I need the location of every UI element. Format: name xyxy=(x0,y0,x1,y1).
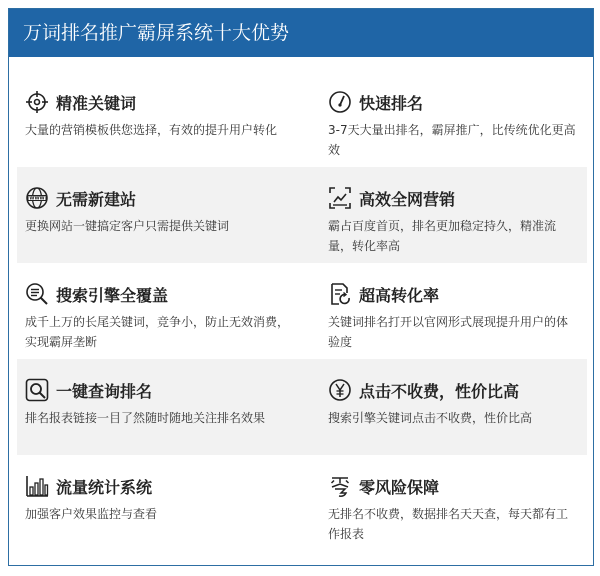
feature-title: 流量统计系统 xyxy=(56,477,153,497)
feature-title: 点击不收费，性价比高 xyxy=(359,381,520,401)
feature-item xyxy=(17,455,302,551)
svg-text:WWW: WWW xyxy=(29,196,45,202)
feature-row xyxy=(17,455,587,551)
yen-circle-icon xyxy=(328,378,352,402)
panel-header xyxy=(9,9,593,57)
feature-item xyxy=(302,359,587,455)
feature-item xyxy=(17,263,302,359)
feature-desc: 排名报表链接一目了然随时随地关注排名效果 xyxy=(25,411,266,425)
feature-desc: 霸占百度首页，排名更加稳定持久，精准流量，转化率高 xyxy=(328,219,557,253)
feature-row xyxy=(17,359,587,455)
search-list-icon xyxy=(25,282,49,306)
feature-item xyxy=(17,359,302,455)
features-grid xyxy=(17,71,587,551)
feature-item xyxy=(302,455,587,551)
feature-title: 快速排名 xyxy=(359,93,424,113)
feature-desc: 更换网站一键搞定客户只需提供关键词 xyxy=(25,219,230,233)
feature-title: 无需新建站 xyxy=(56,189,137,209)
feature-desc: 大量的营销模板供您选择，有效的提升用户转化 xyxy=(25,123,278,137)
feature-desc: 无排名不收费，数据排名天天查，每天都有工作报表 xyxy=(328,507,569,541)
advantages-panel xyxy=(8,8,594,566)
feature-title: 超高转化率 xyxy=(359,285,440,305)
feature-desc: 关键词排名打开以官网形式展现提升用户的体验度 xyxy=(328,315,569,349)
feature-item xyxy=(17,71,302,167)
www-globe-icon xyxy=(25,186,49,210)
chart-frame-icon xyxy=(328,186,352,210)
speedometer-icon xyxy=(328,90,352,114)
feature-item xyxy=(17,167,302,263)
feature-desc: 成千上万的长尾关键词，竞争小，防止无效消费，实现霸屏垄断 xyxy=(25,315,290,349)
document-refresh-icon xyxy=(328,282,352,306)
feature-title: 零风险保障 xyxy=(359,477,440,497)
magnifier-box-icon xyxy=(25,378,49,402)
feature-row xyxy=(17,263,587,359)
feature-row xyxy=(17,167,587,263)
bar-chart-icon xyxy=(25,474,49,498)
feature-title: 一键查询排名 xyxy=(56,381,153,401)
crosshair-icon xyxy=(25,90,49,114)
zero-glyph-icon xyxy=(328,474,352,498)
feature-title: 高效全网营销 xyxy=(359,189,456,209)
feature-desc: 加强客户效果监控与查看 xyxy=(25,507,158,521)
feature-row xyxy=(17,71,587,167)
feature-item xyxy=(302,263,587,359)
feature-desc: 搜索引擎关键词点击不收费，性价比高 xyxy=(328,411,533,425)
feature-desc: 3-7天大量出排名，霸屏推广，比传统优化更高效 xyxy=(328,123,576,157)
feature-item xyxy=(302,167,587,263)
feature-title: 搜索引擎全覆盖 xyxy=(56,285,169,305)
feature-item xyxy=(302,71,587,167)
panel-title: 万词排名推广霸屏系统十大优势 xyxy=(23,22,290,44)
feature-title: 精准关键词 xyxy=(56,93,137,113)
